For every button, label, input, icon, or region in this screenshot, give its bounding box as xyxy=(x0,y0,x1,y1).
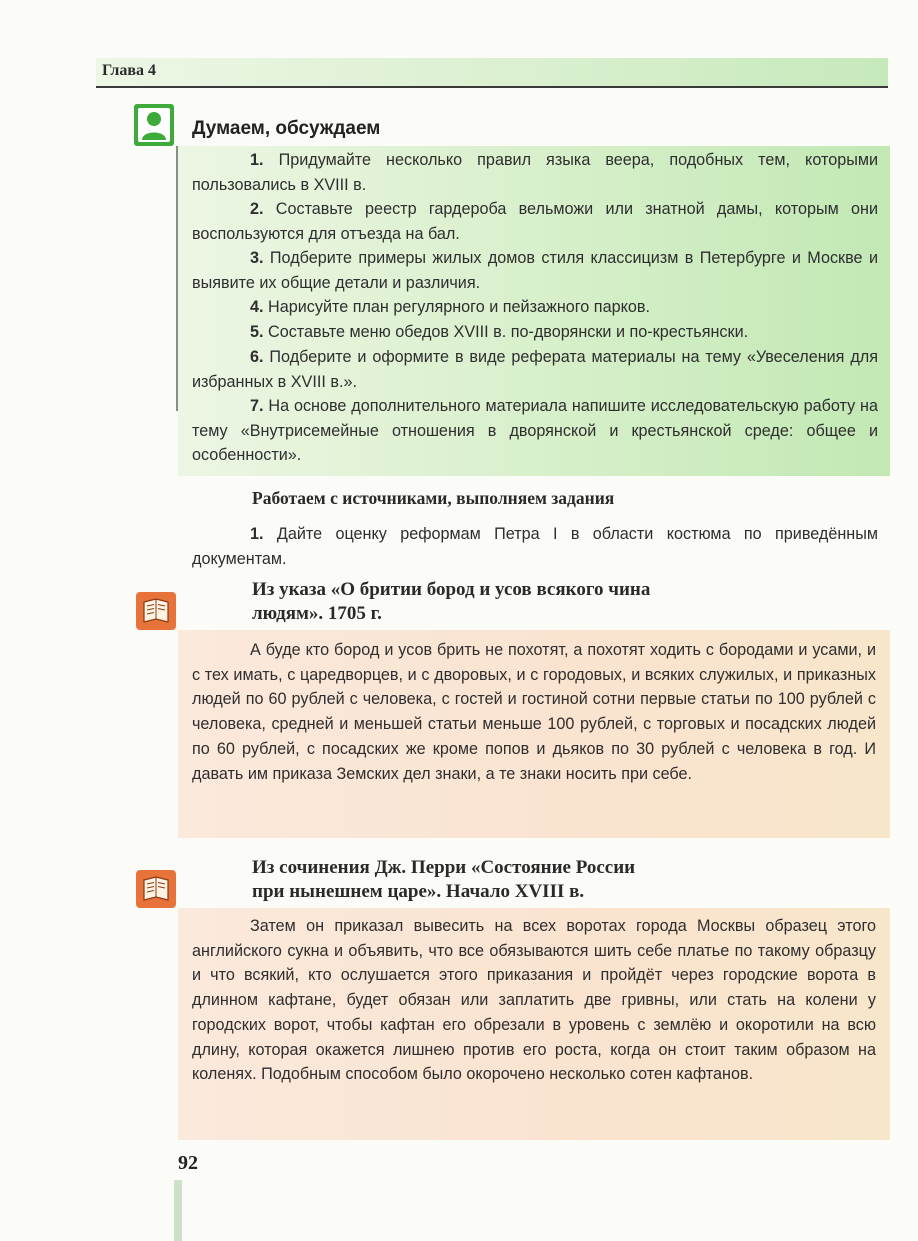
discuss-item-3: 3. Подберите примеры жилых домов стиля классицизм в Петербурге и Москве и выявите их общие детали и различия. xyxy=(192,249,878,292)
quote-title-1-line-2: людям». 1705 г. xyxy=(252,603,382,624)
discuss-left-rule xyxy=(176,146,178,411)
discuss-item-6: 6. Подберите и оформите в виде реферата материалы на тему «Увеселения для избранных в XVIII в.». xyxy=(192,348,878,391)
document-icon xyxy=(136,870,176,908)
discuss-item-4: 4. Нарисуйте план регулярного и пейзажного парков. xyxy=(250,298,650,316)
discuss-item-2: 2. Составьте реестр гардероба вельможи или знатной дамы, которым они воспользуются для отъезда на бал. xyxy=(192,200,879,243)
chapter-label: Глава 4 xyxy=(102,62,156,79)
quote-title-2-line-1: Из сочинения Дж. Перри «Состояние России xyxy=(252,857,636,878)
person-icon xyxy=(134,104,174,146)
document-icon xyxy=(136,592,176,630)
quote-text-2: Затем он приказал вывесить на всех воротах города Москвы образец этого английского сукна и объявить, что все обязываются шить себе платье по такому образцу и что всякий, кто ослушается этого приказания и пройдёт через городские ворота в длинном кафтане, будет обязан или заплатить две гривны, или стать на колени у городских ворот, чтобы кафтан его обрезали в уровень с землёю и окоротили на всю длину, которая окажется лишнею против его роста, когда он стоит таким образом на коленях. Подобным способом было окорочено несколько сотен кафтанов. xyxy=(192,917,876,1084)
quote-title-1-line-1: Из указа «О бритии бород и усов всякого чина xyxy=(252,579,651,600)
page-side-strip xyxy=(174,1180,182,1241)
quote-text-1: А буде кто бород и усов брить не похотят, а похотят ходить с бородами и усами, и с тех имать, с царедворцев, и с дворовых, и с городовых, и всяких служилых, и приказных людей по 60 рублей с человека, с гостей и гостиной сотни первые статьи по 100 рублей с человека, средней и меньшей статьи меньше 100 рублей, с торговых и посадских людей по 60 рублей, с посадских же кроме попов и дьяков по 30 рублей с человека в год. И давать им приказа Земских дел знаки, а те знаки носить при себе. xyxy=(192,641,876,783)
chapter-rule xyxy=(96,86,888,88)
chapter-header-bar xyxy=(96,58,888,86)
discuss-item-1: 1. Придумайте несколько правил языка веера, подобных тем, которыми пользовались в XVIII в. xyxy=(192,151,879,194)
sources-task-1: 1. Дайте оценку реформам Петра I в области костюма по приведённым документам. xyxy=(192,525,878,568)
quote-title-1 xyxy=(252,578,852,626)
sources-heading: Работаем с источниками, выполняем задания xyxy=(252,488,615,508)
discuss-title: Думаем, обсуждаем xyxy=(192,118,381,139)
quote-title-2-line-2: при нынешнем царе». Начало XVIII в. xyxy=(252,881,585,902)
page-number: 92 xyxy=(178,1152,198,1174)
discuss-item-5: 5. Составьте меню обедов XVIII в. по-дворянски и по-крестьянски. xyxy=(250,323,749,341)
quote-title-2 xyxy=(252,856,852,904)
discuss-item-7: 7. На основе дополнительного материала напишите исследовательскую работу на тему «Внутрисемейные отношения в дворянской и крестьянской среде: общее и особенности». xyxy=(192,397,879,464)
